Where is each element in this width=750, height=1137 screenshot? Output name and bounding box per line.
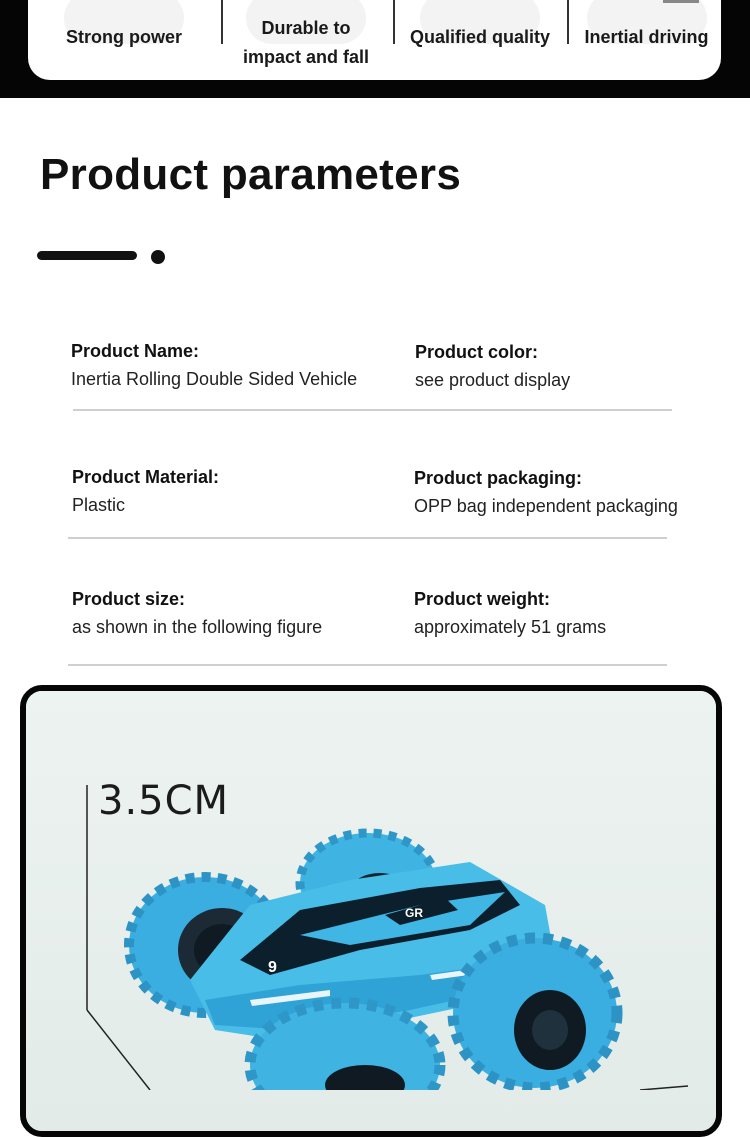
dimension-line xyxy=(640,1086,688,1090)
param-label: Product weight: xyxy=(414,589,550,609)
param-value: approximately 51 grams xyxy=(414,617,607,637)
param-label: Product color: xyxy=(415,342,539,362)
feature-label: Qualified quality xyxy=(409,26,551,47)
feature-label: Strong power xyxy=(66,26,182,47)
param-label: Product Material: xyxy=(72,467,220,487)
car-badge: GR xyxy=(405,906,423,920)
param-value: OPP bag independent packaging xyxy=(414,496,678,516)
wheel-icon xyxy=(453,938,617,1088)
feature-label: Inertial driving xyxy=(584,26,709,47)
wheel-icon xyxy=(250,1003,440,1090)
param-value: Inertia Rolling Double Sided Vehicle xyxy=(71,369,358,389)
param-label: Product size: xyxy=(72,589,186,609)
page-title: Product parameters xyxy=(40,150,462,199)
param-label: Product packaging: xyxy=(414,468,583,488)
param-value: as shown in the following figure xyxy=(72,617,323,637)
dimension-label: 3.5CM xyxy=(98,778,230,824)
feature-label: Durable to impact and fall xyxy=(242,18,370,67)
param-value: see product display xyxy=(415,370,571,390)
dimension-line xyxy=(87,1010,150,1090)
car-number: 9 xyxy=(268,959,277,976)
param-label: Product Name: xyxy=(71,341,200,361)
param-value: Plastic xyxy=(72,495,126,515)
